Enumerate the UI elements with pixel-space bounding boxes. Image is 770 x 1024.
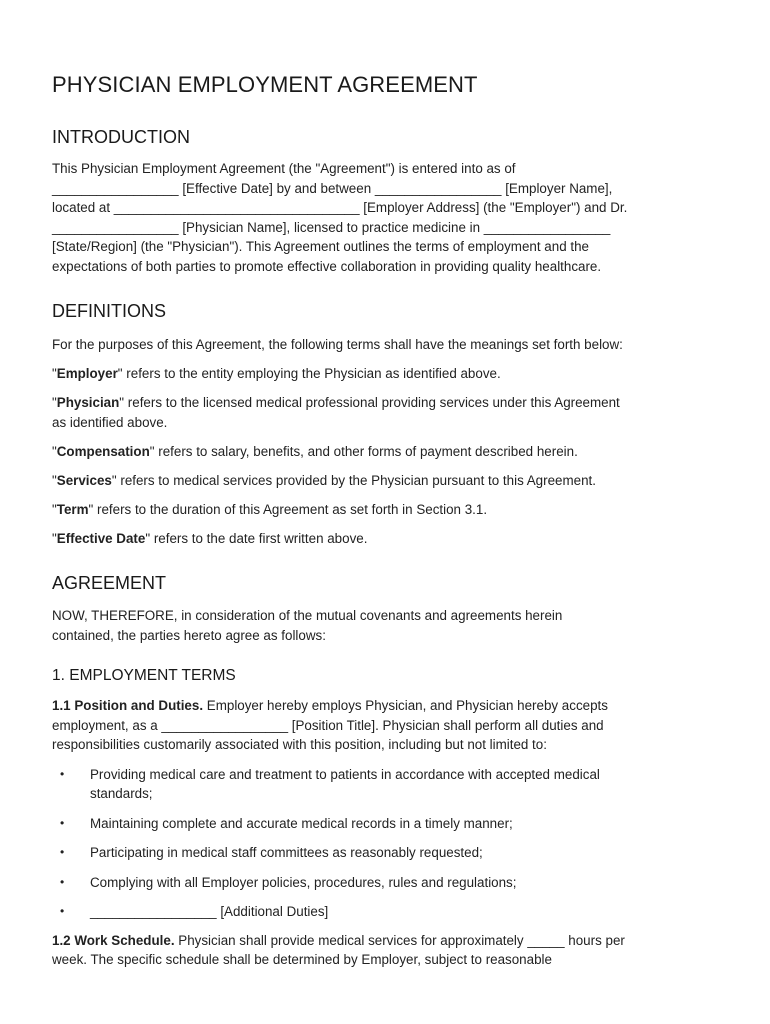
definition-text: refers to the entity employing the Physician as identified above. bbox=[126, 366, 501, 381]
definition-term: Services bbox=[56, 472, 112, 488]
intro-line: _________________ [Effective Date] by and between _________________ [Employer Name], bbox=[52, 180, 613, 196]
bullet-icon: • bbox=[60, 815, 65, 830]
agreement-line: NOW, THEREFORE, in consideration of the mutual covenants and agreements herein bbox=[52, 608, 563, 623]
employment-terms-heading: 1. EMPLOYMENT TERMS bbox=[52, 667, 236, 684]
intro-line: This Physician Employment Agreement (the "Agreement") is entered into as of bbox=[52, 161, 516, 176]
agreement-line: contained, the parties hereto agree as follows: bbox=[52, 627, 326, 643]
definition-text: refers to salary, benefits, and other forms of payment described herein. bbox=[158, 443, 578, 459]
definition-compensation: "Compensation" refers to salary, benefits, and other forms of payment described herein. bbox=[52, 443, 578, 459]
intro-line: expectations of both parties to promote effective collaboration in providing quality healthcare. bbox=[52, 258, 602, 274]
definition-text: as identified above. bbox=[52, 414, 168, 430]
document-page bbox=[52, 70, 722, 970]
agreement-paragraph bbox=[52, 606, 722, 645]
position-duties-paragraph bbox=[52, 696, 722, 755]
list-item bbox=[52, 843, 722, 863]
position-line: employment, as a _________________ [Position Title]. Physician shall perform all duties and bbox=[52, 717, 604, 733]
duties-list bbox=[52, 765, 722, 922]
duty-line: standards; bbox=[90, 786, 153, 801]
list-item bbox=[52, 765, 722, 804]
position-line: Employer hereby employs Physician, and Physician hereby accepts bbox=[206, 698, 608, 713]
bullet-icon: • bbox=[60, 845, 65, 859]
schedule-line: week. The specific schedule shall be determined by Employer, subject to reasonable bbox=[52, 952, 552, 967]
duty-line: Providing medical care and treatment to patients in accordance with accepted medical bbox=[90, 766, 600, 782]
list-item bbox=[52, 902, 722, 922]
definitions-intro: For the purposes of this Agreement, the following terms shall have the meanings set forth below: bbox=[52, 337, 623, 352]
introduction-heading: INTRODUCTION bbox=[52, 127, 190, 147]
work-schedule-label: 1.2 Work Schedule. bbox=[52, 932, 175, 948]
definition-term-entry: "Term" refers to the duration of this Agreement as set forth in Section 3.1. bbox=[52, 501, 488, 517]
work-schedule-paragraph bbox=[52, 931, 722, 970]
definition-text: refers to the licensed medical professional providing services under this Agreement bbox=[127, 395, 620, 410]
definition-term: Physician bbox=[56, 395, 120, 410]
duty-line: Maintaining complete and accurate medical records in a timely manner; bbox=[90, 815, 513, 831]
definitions-heading: DEFINITIONS bbox=[52, 301, 167, 321]
intro-line: located at _________________________________ [Employer Address] (the "Employer") and Dr. bbox=[52, 200, 628, 215]
duty-line: Complying with all Employer policies, procedures, rules and regulations; bbox=[90, 874, 517, 890]
definition-term: Employer bbox=[56, 366, 118, 381]
intro-line: _________________ [Physician Name], licensed to practice medicine in _________________ bbox=[52, 219, 611, 235]
bullet-icon: • bbox=[60, 904, 65, 918]
duty-line: _________________ [Additional Duties] bbox=[90, 904, 329, 919]
definition-text: refers to the date first written above. bbox=[153, 530, 368, 546]
definition-term: Term bbox=[56, 501, 89, 517]
definition-term: Effective Date bbox=[56, 530, 146, 546]
schedule-line: Physician shall provide medical services for approximately _____ hours per bbox=[178, 932, 625, 948]
position-duties-label: 1.1 Position and Duties. bbox=[52, 698, 204, 713]
introduction-paragraph bbox=[52, 159, 722, 276]
definition-services: "Services" refers to medical services provided by the Physician pursuant to this Agreement. bbox=[52, 472, 596, 488]
position-line: responsibilities customarily associated with this position, including but not limited to: bbox=[52, 737, 547, 752]
intro-line: [State/Region] (the "Physician"). This Agreement outlines the terms of employment and the bbox=[52, 239, 589, 254]
duty-line: Participating in medical staff committees as reasonably requested; bbox=[90, 845, 483, 860]
definition-term: Compensation bbox=[56, 443, 150, 459]
definition-text: refers to the duration of this Agreement as set forth in Section 3.1. bbox=[97, 501, 488, 517]
document-title: PHYSICIAN EMPLOYMENT AGREEMENT bbox=[52, 72, 478, 97]
definition-physician: "Physician" refers to the licensed medical professional providing services under this Agreement as identified above. bbox=[52, 395, 620, 430]
bullet-icon: • bbox=[60, 874, 65, 889]
list-item bbox=[52, 873, 722, 893]
definition-employer: "Employer" refers to the entity employing the Physician as identified above. bbox=[52, 366, 501, 381]
definition-effective-date: "Effective Date" refers to the date first written above. bbox=[52, 530, 368, 546]
definition-text: refers to medical services provided by the Physician pursuant to this Agreement. bbox=[120, 472, 596, 488]
agreement-heading: AGREEMENT bbox=[52, 573, 167, 593]
bullet-icon: • bbox=[60, 766, 65, 781]
list-item bbox=[52, 814, 722, 834]
